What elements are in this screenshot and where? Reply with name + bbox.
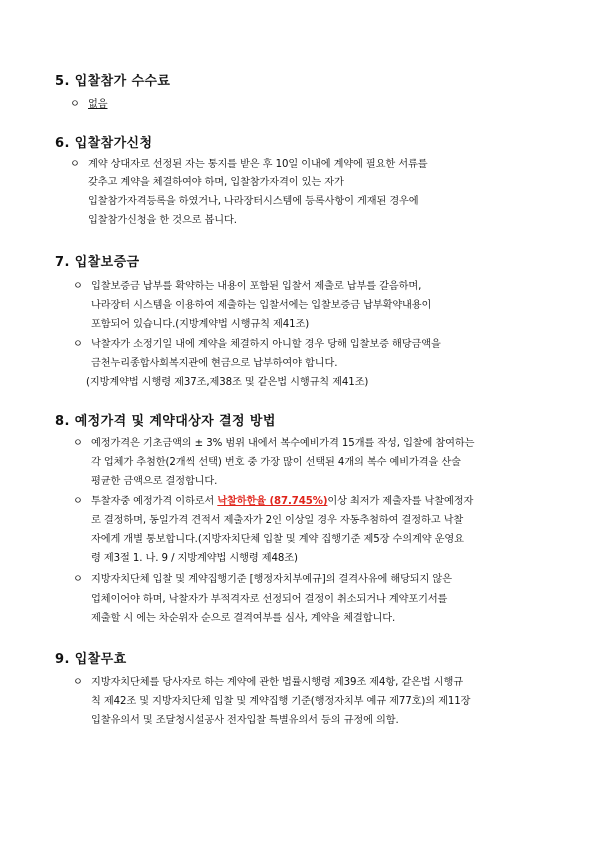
section-8-line-4: ㅇ 투찰자중 예정가격 이하로서 낙찰하한율 (87.745%)이상 최저가 제출자를 낙찰예정자 — [73, 492, 473, 507]
section-7-line-2: 나라장터 시스템을 이용하여 제출하는 입찰서에는 입찰보증금 납부확약내용이 — [91, 300, 432, 311]
section-8-line-2: 각 업체가 추첨한(2개씩 선택) 번호 중 가장 많이 선택된 4개의 복수 예비가격을 산술 — [91, 457, 461, 468]
section-6-line-3: 입찰참가자격등록을 하였거나, 나라장터시스템에 등록사항이 게재된 경우에 — [88, 196, 419, 207]
section-8-line-9: 업체이어야 하며, 낙찰자가 부적격자로 선정되어 결정이 취소되거나 계약포기서를 — [91, 594, 448, 605]
section-9-heading: 9. 입찰무효 — [55, 652, 127, 667]
section-7-line-1: ㅇ 입찰보증금 납부를 확약하는 내용이 포함된 입찰서 제출로 납부를 갈음하며, — [73, 277, 421, 292]
section-8-line-8: ㅇ 지방자치단체 입찰 및 계약집행기준 [행정자치부예규]의 결격사유에 해당되지 않은 — [73, 570, 452, 585]
section-8-line-6: 자에게 개별 통보합니다.(지방자치단체 입찰 및 계약 집행기준 제5장 수의계약 운영요 — [91, 534, 464, 545]
section-8-heading: 8. 예정가격 및 계약대상자 결정 방법 — [55, 414, 276, 429]
bullet-circle-icon: ㅇ — [73, 574, 83, 585]
bullet-circle-icon: ㅇ — [73, 677, 83, 688]
lower-limit-rate: 낙찰하한율 (87.745%) — [217, 496, 328, 507]
section-5-item — [70, 95, 107, 110]
bullet-circle-icon: ㅇ — [70, 99, 80, 110]
section-9-line-3: 입찰유의서 및 조달청시설공사 전자입찰 특별유의서 등의 규정에 의함. — [91, 715, 399, 726]
bullet-circle-icon: ㅇ — [73, 438, 83, 449]
section-6-line-4: 입찰참가신청을 한 것으로 봅니다. — [88, 215, 237, 226]
section-8-line-7: 령 제3절 1. 나. 9 / 지방계약법 시행령 제48조) — [91, 553, 298, 564]
section-7-line-4: ㅇ 낙찰자가 소정기일 내에 계약을 체결하지 아니할 경우 당해 입찰보증 해당금액을 — [73, 335, 441, 350]
section-5-heading: 5. 입찰참가 수수료 — [55, 74, 171, 89]
fee-value: 없음 — [88, 99, 108, 110]
section-7-line-5: 금천누리종합사회복지관에 현금으로 납부하여야 합니다. — [91, 358, 338, 369]
bullet-circle-icon: ㅇ — [73, 339, 83, 350]
section-8-line-10: 제출할 시 에는 차순위자 순으로 결격여부를 심사, 계약을 체결합니다. — [91, 613, 396, 624]
section-8-line-3: 평균한 금액으로 결정합니다. — [91, 476, 218, 487]
section-7-line-6: (지방계약법 시행령 제37조,제38조 및 같은법 시행규칙 제41조) — [86, 377, 369, 388]
section-6-heading: 6. 입찰참가신청 — [55, 136, 153, 151]
section-6-line-1: ㅇ 계약 상대자로 선정된 자는 통지를 받은 후 10일 이내에 계약에 필요한 서류를 — [70, 155, 428, 170]
bullet-circle-icon: ㅇ — [73, 496, 83, 507]
section-8-line-5: 로 결정하며, 동일가격 견적서 제출자가 2인 이상일 경우 자동추첨하여 결정하고 낙찰 — [91, 515, 464, 526]
section-8-line-1: ㅇ 예정가격은 기초금액의 ± 3% 범위 내에서 복수예비가격 15개를 작성, 입찰에 참여하는 — [73, 434, 474, 449]
section-6-line-2: 갖추고 계약을 체결하여야 하며, 입찰참가자격이 있는 자가 — [88, 177, 344, 188]
bullet-circle-icon: ㅇ — [70, 159, 80, 170]
section-9-line-1: ㅇ 지방자치단체를 당사자로 하는 계약에 관한 법률시행령 제39조 제4항, 같은법 시행규 — [73, 673, 463, 688]
bullet-circle-icon: ㅇ — [73, 281, 83, 292]
section-9-line-2: 칙 제42조 및 지방자치단체 입찰 및 계약집행 기준(행정자치부 예규 제77호)의 제11장 — [91, 696, 471, 707]
section-7-heading: 7. 입찰보증금 — [55, 255, 140, 270]
section-7-line-3: 포함되어 있습니다.(지방계약법 시행규칙 제41조) — [91, 319, 310, 330]
